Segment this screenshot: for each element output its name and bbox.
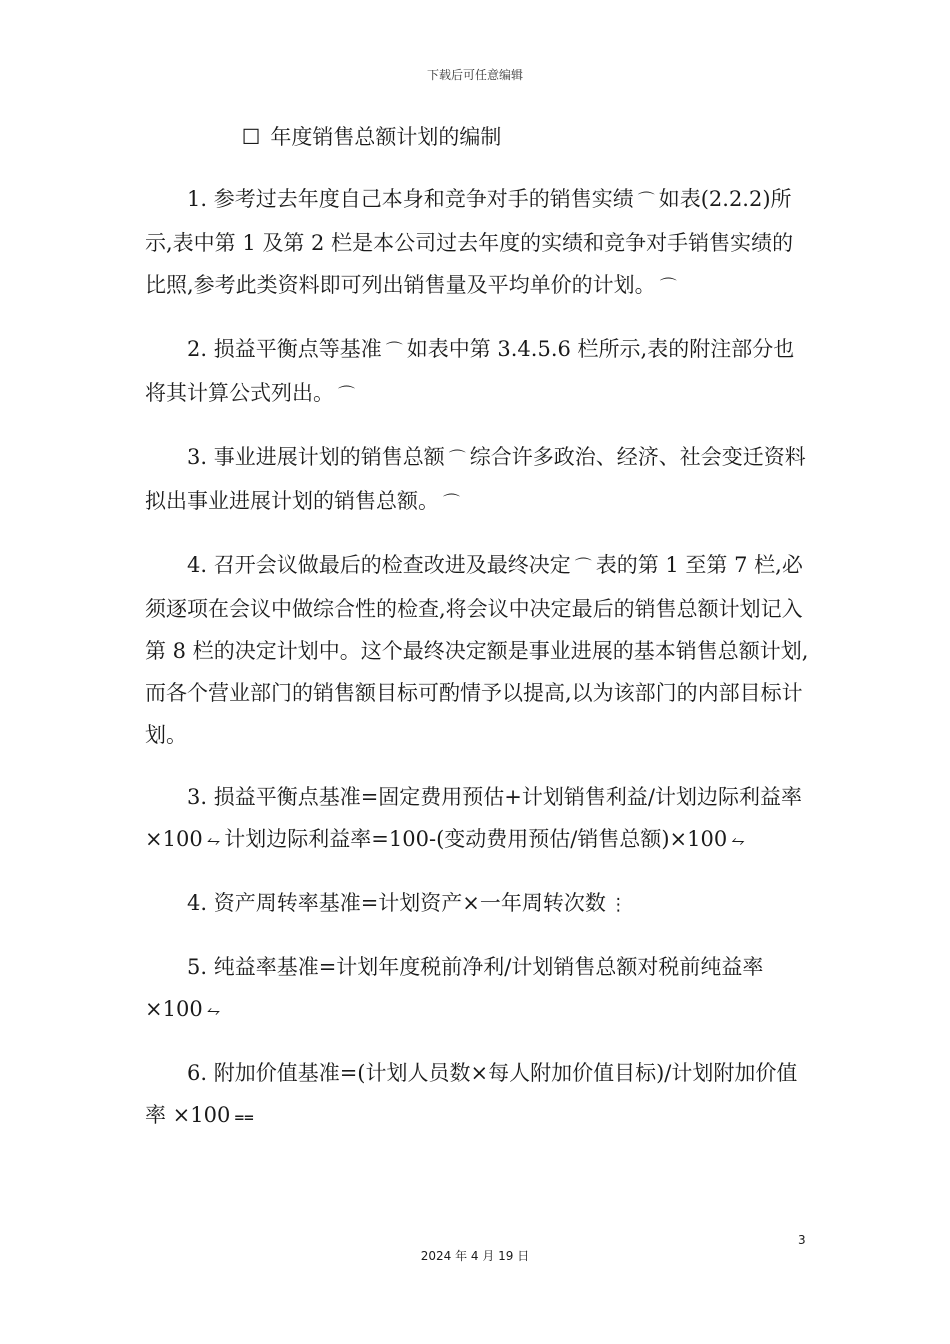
- section-heading: [145, 116, 810, 158]
- paragraph-2: 2. 损益平衡点等基准 ⌒ 如表中第 3.4.5.6 栏所示,表的附注部分也将其计算公式列出。 ⌒: [145, 337, 795, 405]
- mark-icon: ⌒: [659, 277, 677, 297]
- mark-icon: ⩵: [234, 1107, 254, 1127]
- mark-icon: ⌒: [637, 191, 655, 211]
- paragraph-3: 3. 事业进展计划的销售总额 ⌒ 综合许多政治、经济、社会变迁资料拟出事业进展计划的销售总额。 ⌒: [145, 445, 806, 513]
- document-body: [145, 116, 810, 1158]
- mark-icon: ⥊: [206, 1001, 221, 1021]
- mark-icon: ⌒: [574, 557, 592, 577]
- paragraph-4: 4. 召开会议做最后的检查改进及最终决定 ⌒ 表的第 1 至第 7 栏,必须逐项在会议中做综合性的检查,将会议中决定最后的销售总额计划记入第 8 栏的决定计划中。这个最终决定额是事业进展的基本销售总额计划,而各个营业部门的销售额目标可酌情予以提高,以为该部门的内部目标计划。: [145, 553, 809, 747]
- mark-icon: ⌒: [338, 385, 355, 405]
- page-footer-date: 2024 年 4 月 19 日: [420, 1249, 530, 1263]
- paragraph-6: 4. 资产周转率基准=计划资产×一年周转次数 ⋮: [187, 891, 627, 915]
- mark-icon: ⌒: [448, 449, 466, 469]
- mark-icon: ⥊: [206, 831, 221, 851]
- mark-icon: ⥊: [731, 831, 745, 851]
- page-header: 下载后可任意编辑: [426, 68, 523, 82]
- page-number: 3: [798, 1233, 806, 1247]
- mark-icon: ⌒: [385, 341, 403, 361]
- paragraph-1: 1. 参考过去年度自己本身和竞争对手的销售实绩 ⌒ 如表(2.2.2)所示,表中第 1 及第 2 栏是本公司过去年度的实绩和竞争对手销售实绩的比照,参考此类资料即可列出销售量及平均单价的计划。 ⌒: [145, 187, 794, 297]
- mark-icon: ⌒: [443, 493, 460, 513]
- heading-text: 年度销售总额计划的编制: [270, 125, 502, 149]
- mark-icon: ⋮: [609, 895, 627, 915]
- paragraph-5: 3. 损益平衡点基准=固定费用预估+计划销售利益/计划边际利益率×100 ⥊ 计划边际利益率=100-(变动费用预估/销售总额)×100 ⥊: [145, 785, 802, 851]
- paragraph-7: 5. 纯益率基准=计划年度税前净利/计划销售总额对税前纯益率×100 ⥊: [145, 955, 764, 1021]
- paragraph-8: 6. 附加价值基准=(计划人员数×每人附加价值目标)/计划附加价值率 ×100 ⩵: [145, 1061, 798, 1127]
- checkbox-icon: ☐: [241, 125, 261, 149]
